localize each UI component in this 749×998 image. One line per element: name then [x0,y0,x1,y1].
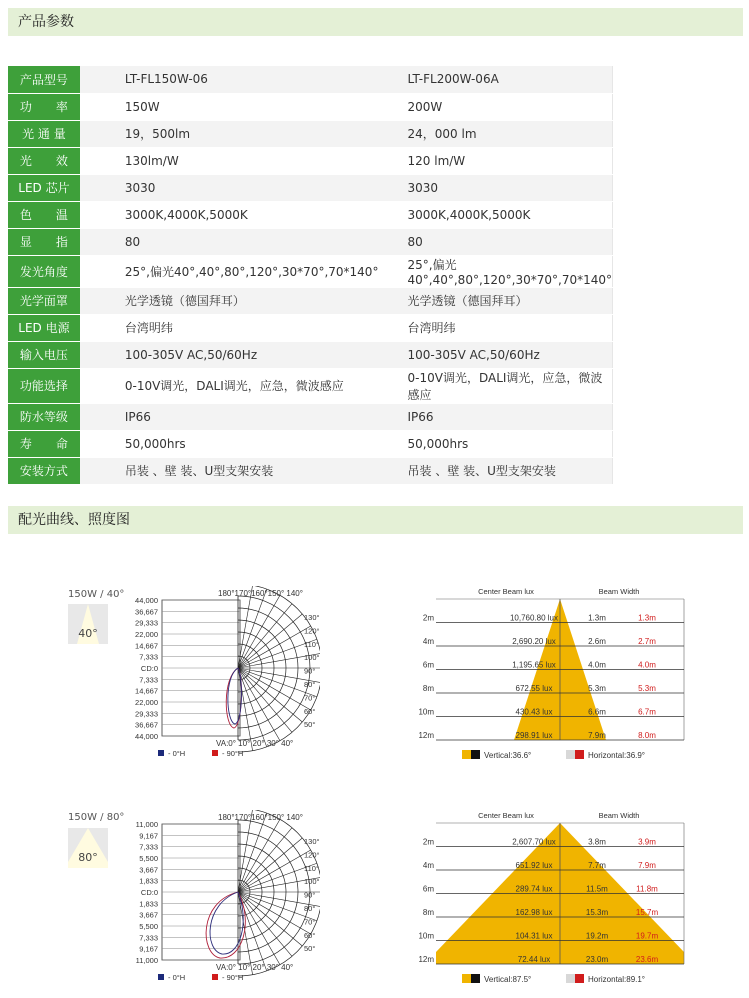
spec-value-model-1: 台湾明纬 [80,314,393,341]
spec-row [8,147,743,174]
illum-width-horizontal: 3.9m [638,837,656,847]
spec-cell-empty [613,287,743,314]
illum-distance: 2m [422,613,434,623]
polar-y-label: 7,333 [139,933,158,943]
illum-distance: 12m [418,955,434,964]
spec-row [8,430,743,457]
legend-horizontal: Horizontal:89.1° [588,975,646,984]
spec-value-model-1: IP66 [80,403,393,430]
spec-value-model-2: 50,000hrs [393,430,613,457]
illum-distance: 4m [422,637,434,646]
polar-y-label: 22,000 [135,630,158,639]
illum-distance: 8m [422,684,434,693]
spec-label: LED 电源 [8,314,80,341]
polar-y-label: 36,667 [135,607,158,617]
spec-value-model-2: 光学透镜（德国拜耳） [393,287,613,314]
polar-y-label: 7,333 [139,652,158,662]
polar-angle-label: 100° [304,877,320,887]
illum-lux-value: 289.74 lux [515,884,553,894]
polar-curve-chart [120,586,320,762]
legend-label-90h: - 90°H [222,973,244,982]
polar-y-label: 9,167 [139,944,158,954]
spec-label: 显 指 [8,228,80,255]
polar-y-label: 29,333 [135,709,158,719]
illum-lux-value: 651.92 lux [515,861,553,870]
legend-horizontal: Horizontal:36.9° [588,751,646,760]
polar-y-label: CD:0 [140,664,158,673]
polar-angle-label: 100° [304,653,320,663]
legend-swatch-0h [158,750,164,756]
spec-value-model-2: IP66 [393,403,613,430]
spec-label: 防水等级 [8,403,80,430]
illum-lux-value: 72.44 lux [517,955,551,964]
spec-value-model-1: 100-305V AC,50/60Hz [80,341,393,368]
spec-cell-empty [613,314,743,341]
polar-y-label: 7,333 [139,842,158,852]
illum-width-horizontal: 11.8m [636,884,658,894]
polar-angle-label: 50° [304,720,316,730]
spec-row [8,201,743,228]
illum-lux-value: 430.43 lux [515,707,553,717]
legend-label-0h: - 0°H [168,973,186,982]
spec-value-model-1: 150W [80,93,393,120]
illum-distance: 10m [418,931,434,941]
illum-width-vertical: 2.6m [588,637,606,646]
illum-width-vertical: 15.3m [585,908,609,917]
illum-width-horizontal: 2.7m [638,637,656,646]
polar-y-label: 3,667 [139,865,158,875]
section-title-photometrics: 配光曲线、照度图 [8,506,743,534]
illum-width-horizontal: 4.0m [638,660,656,670]
polar-angle-label: 80° [304,680,316,689]
legend-swatch-0h [158,974,164,980]
legend-swatch-90h [212,974,218,980]
beam-angle-value: 80° [78,851,98,864]
polar-angle-label: 60° [304,706,316,716]
spec-value-model-2: 200W [393,93,613,120]
illum-width-horizontal: 7.9m [638,861,656,870]
spec-label: 寿 命 [8,430,80,457]
spec-value-model-1: 50,000hrs [80,430,393,457]
polar-y-label: 7,333 [139,675,158,685]
polar-angle-label: 110° [304,863,319,873]
illum-width-horizontal: 8.0m [638,731,656,740]
legend-swatch-vertical-dark [471,974,480,983]
polar-y-label: 1,833 [139,876,158,886]
spec-cell-empty [613,457,743,484]
polar-angle-label: 90° [304,666,316,676]
spec-row [8,457,743,484]
legend-label-90h: - 90°H [222,749,244,758]
illum-width-vertical: 7.9m [588,731,606,740]
spec-value-model-1: 吊装 、壁 装、U型支架安装 [80,457,393,484]
polar-y-label: 36,667 [135,720,158,730]
section-title-specs: 产品参数 [8,8,743,36]
spec-label: 功能选择 [8,368,80,403]
polar-angle-label: 70° [304,917,316,927]
polar-bottom-angles: VA:0° 10° 20° 30° 40° [216,739,294,748]
spec-cell-empty [613,430,743,457]
spec-value-model-2: 0-10V调光，DALI调光，应急，微波感应 [393,368,613,403]
illum-width-vertical: 5.3m [588,684,606,693]
spec-value-model-1: 光学透镜（德国拜耳） [80,287,393,314]
spec-value-model-2: 120 lm/W [393,147,613,174]
illum-distance: 12m [418,731,434,740]
legend-swatch-horizontal-red [575,750,584,759]
legend-swatch-vertical-dark [471,750,480,759]
spec-cell-empty [613,403,743,430]
illum-distance: 6m [422,660,434,670]
beam-label: 150W / 80° [68,812,125,823]
polar-angle-label: 80° [304,904,316,913]
illum-lux-value: 2,607.70 lux [512,837,556,847]
spec-value-model-2: 吊装 、壁 装、U型支架安装 [393,457,613,484]
spec-table [8,66,743,485]
beam-angle-icon [68,828,108,868]
spec-cell-empty [613,147,743,174]
spec-row [8,66,743,93]
legend-vertical: Vertical:36.6° [484,751,532,760]
polar-angle-label: 110° [304,639,319,649]
spec-value-model-1: 19，500lm [80,120,393,147]
polar-angle-label: 70° [304,693,316,703]
illum-width-vertical: 11.5m [586,884,608,894]
illum-width-horizontal: 6.7m [638,707,656,717]
polar-angle-label: 120° [304,626,320,636]
polar-y-label: 44,000 [135,732,158,741]
spec-value-model-1: LT-FL150W-06 [80,66,393,93]
polar-y-label: 44,000 [135,596,158,605]
polar-angle-label: 50° [304,944,316,954]
spec-row [8,403,743,430]
polar-angle-label: 90° [304,890,316,900]
polar-y-label: 14,667 [135,641,158,651]
illum-lux-value: 2,690.20 lux [512,637,556,646]
spec-row [8,368,743,403]
spec-label: 发光角度 [8,255,80,287]
spec-label: 光学面罩 [8,287,80,314]
spec-cell-empty [613,174,743,201]
polar-y-label: 29,333 [135,618,158,628]
spec-cell-empty [613,341,743,368]
spec-value-model-2: 3000K,4000K,5000K [393,201,613,228]
spec-cell-empty [613,368,743,403]
illum-header-lux: Center Beam lux [478,811,534,820]
legend-vertical: Vertical:87.5° [484,975,532,984]
spec-label: 产品型号 [8,66,80,93]
spec-cell-empty [613,93,743,120]
spec-label: 功 率 [8,93,80,120]
illum-distance: 2m [422,837,434,847]
illum-width-horizontal: 1.3m [638,613,656,623]
beam-label: 150W / 40° [68,589,125,600]
illuminance-chart [414,584,690,764]
spec-value-model-2: 24，000 lm [393,120,613,147]
spec-value-model-2: 3030 [393,174,613,201]
spec-value-model-2: 100-305V AC,50/60Hz [393,341,613,368]
spec-row [8,228,743,255]
spec-row [8,93,743,120]
illum-width-vertical: 1.3m [588,613,606,623]
polar-angle-label: 130° [304,837,320,846]
illum-width-horizontal: 19.7m [635,931,659,941]
polar-y-label: 5,500 [139,854,158,863]
spec-cell-empty [613,120,743,147]
spec-label: 安装方式 [8,457,80,484]
polar-bottom-angles: VA:0° 10° 20° 30° 40° [216,963,294,972]
polar-y-label: 9,167 [139,831,158,841]
legend-label-0h: - 0°H [168,749,186,758]
beam-angle-value: 40° [78,627,98,640]
illum-lux-value: 298.91 lux [515,731,553,740]
polar-y-label: 3,667 [139,910,158,920]
beam-angle-icon [68,604,108,644]
spec-cell-empty [613,66,743,93]
spec-value-model-1: 3000K,4000K,5000K [80,201,393,228]
polar-curve-chart [120,810,320,986]
legend-swatch-vertical [462,974,471,983]
spec-value-model-2: 25°,偏光40°,40°,80°,120°,30*70°,70*140° [393,255,613,287]
spec-row [8,341,743,368]
legend-swatch-90h [212,750,218,756]
spec-row [8,314,743,341]
polar-angle-label: 130° [304,613,320,622]
illum-lux-value: 672.55 lux [515,684,553,693]
spec-row [8,255,743,287]
spec-value-model-1: 25°,偏光40°,40°,80°,120°,30*70°,70*140° [80,255,393,287]
polar-y-label: 22,000 [135,698,158,707]
illum-header-width: Beam Width [598,811,640,820]
illum-distance: 10m [418,707,434,717]
spec-label: LED 芯片 [8,174,80,201]
spec-row [8,287,743,314]
illum-distance: 6m [422,884,434,894]
polar-y-label: 5,500 [139,922,158,931]
spec-value-model-2: 80 [393,228,613,255]
spec-row [8,120,743,147]
polar-top-angles: 180°170°160°150° 140° [218,813,303,822]
polar-y-label: CD:0 [140,888,158,897]
illum-width-vertical: 6.6m [588,707,606,717]
illum-width-vertical: 7.7m [588,861,606,870]
legend-swatch-horizontal-red [575,974,584,983]
polar-y-label: 11,000 [135,820,158,829]
spec-cell-empty [613,255,743,287]
illum-width-vertical: 19.2m [585,931,609,941]
illum-header-lux: Center Beam lux [478,587,534,596]
spec-row [8,174,743,201]
illum-header-width: Beam Width [598,587,640,596]
illum-width-horizontal: 23.6m [635,955,659,964]
spec-value-model-1: 80 [80,228,393,255]
spec-label: 输入电压 [8,341,80,368]
illuminance-chart [414,808,690,988]
spec-cell-empty [613,201,743,228]
spec-cell-empty [613,228,743,255]
illum-lux-value: 1,195.65 lux [512,660,556,670]
polar-y-label: 1,833 [139,899,158,909]
polar-top-angles: 180°170°160°150° 140° [218,589,303,598]
polar-y-label: 14,667 [135,686,158,696]
polar-angle-label: 120° [304,850,320,860]
spec-value-model-1: 130lm/W [80,147,393,174]
spec-value-model-2: LT-FL200W-06A [393,66,613,93]
illum-width-vertical: 3.8m [588,837,606,847]
illum-distance: 4m [422,861,434,870]
spec-value-model-1: 0-10V调光，DALI调光，应急，微波感应 [80,368,393,403]
illum-width-vertical: 23.0m [585,955,609,964]
spec-value-model-2: 台湾明纬 [393,314,613,341]
legend-swatch-vertical [462,750,471,759]
polar-angle-label: 60° [304,930,316,940]
illum-width-horizontal: 5.3m [638,684,656,693]
spec-label: 光 效 [8,147,80,174]
spec-label: 光 通 量 [8,120,80,147]
legend-swatch-horizontal [566,974,575,983]
legend-swatch-horizontal [566,750,575,759]
illum-lux-value: 10,760.80 lux [509,613,559,623]
illum-lux-value: 162.98 lux [515,908,553,917]
illum-width-horizontal: 15.7m [635,908,659,917]
illum-lux-value: 104.31 lux [515,931,553,941]
spec-value-model-1: 3030 [80,174,393,201]
polar-y-label: 11,000 [135,956,158,965]
illum-width-vertical: 4.0m [588,660,606,670]
spec-label: 色 温 [8,201,80,228]
illum-distance: 8m [422,908,434,917]
